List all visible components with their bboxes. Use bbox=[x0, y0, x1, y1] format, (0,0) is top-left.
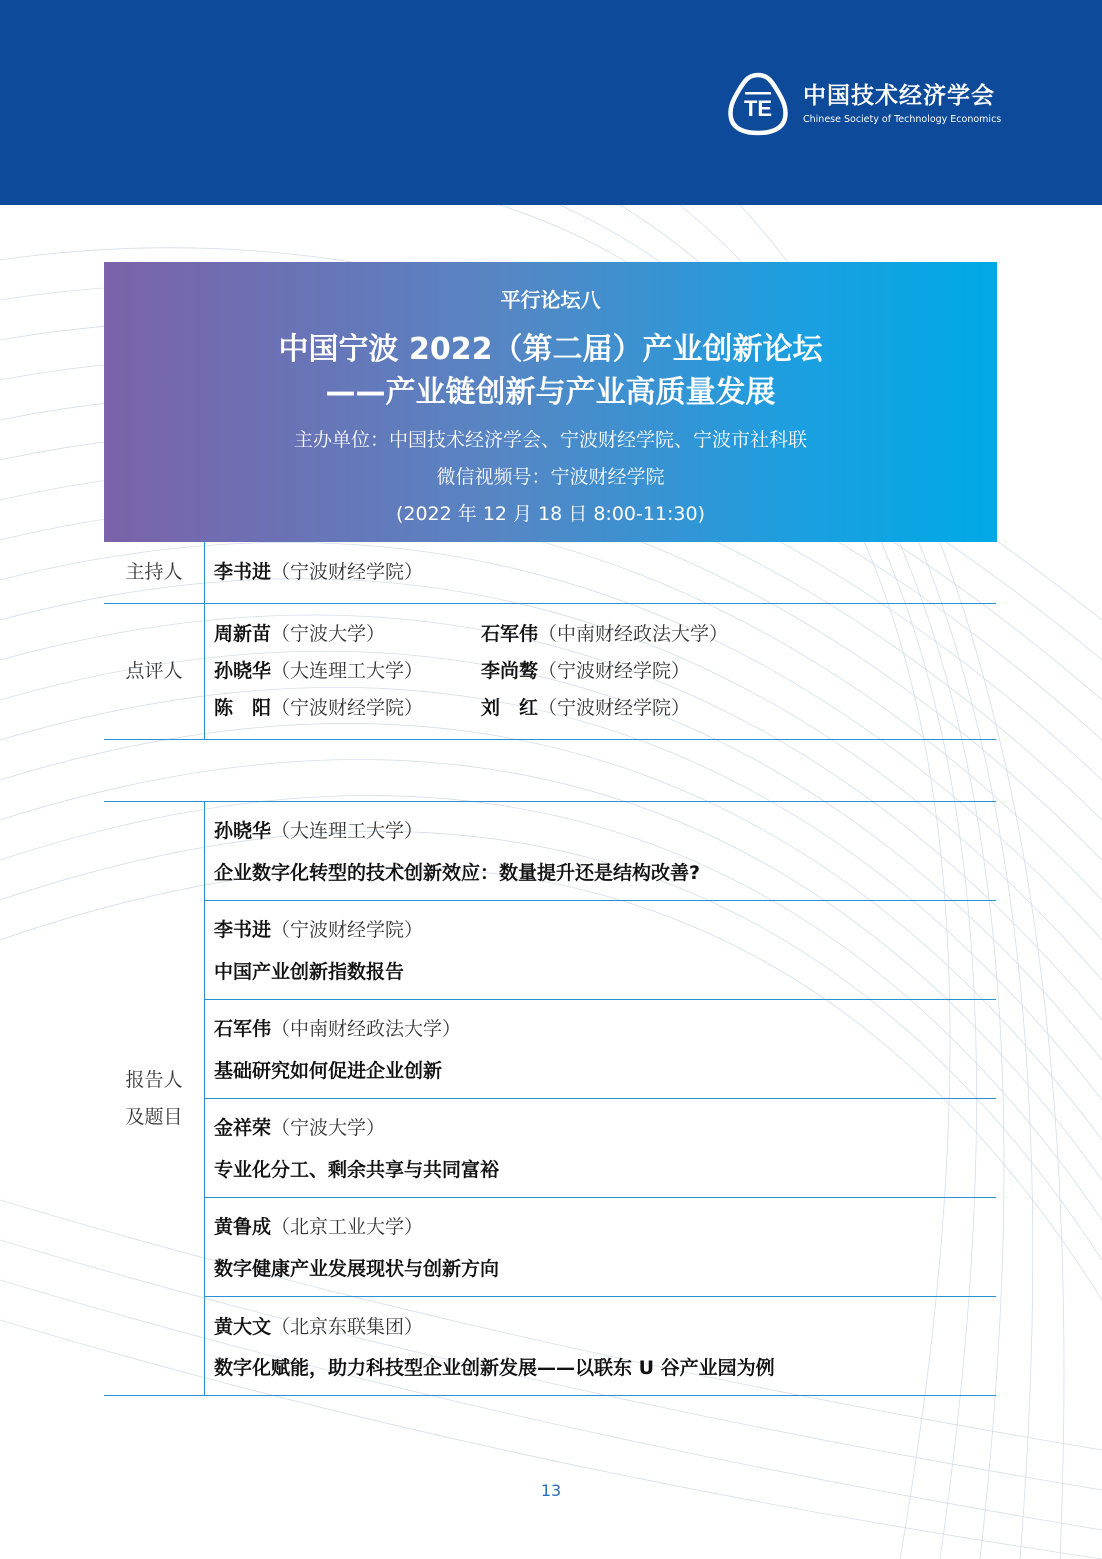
reporter bbox=[214, 912, 423, 949]
page-number: 13 bbox=[540, 1481, 562, 1500]
reporter-name: 金祥荣 bbox=[214, 1117, 272, 1139]
reviewer-affiliation: （大连理工大学） bbox=[271, 660, 424, 682]
row-divider bbox=[204, 900, 996, 901]
report-title: 数字健康产业发展现状与创新方向 bbox=[214, 1258, 500, 1280]
logo-chinese-name: 中国技术经济学会 bbox=[803, 83, 995, 109]
forum-banner bbox=[104, 262, 997, 542]
reporter-affiliation: （大连理工大学） bbox=[271, 820, 424, 842]
reporter-affiliation: （北京工业大学） bbox=[271, 1216, 424, 1238]
cste-logo-icon bbox=[727, 72, 789, 136]
reviewers-label: 点评人 bbox=[125, 660, 183, 682]
reviewer-name: 孙晓华 bbox=[214, 660, 272, 682]
row-divider bbox=[104, 801, 996, 802]
organization-logo bbox=[727, 72, 1001, 136]
reporter bbox=[214, 1209, 423, 1246]
forum-title-line1: 中国宁波 2022（第二届）产业创新论坛 bbox=[278, 332, 823, 367]
row-divider bbox=[104, 739, 996, 740]
row-divider bbox=[104, 603, 996, 604]
reporter-affiliation: （北京东联集团） bbox=[271, 1316, 424, 1338]
reporter-affiliation: （中南财经政法大学） bbox=[271, 1018, 462, 1040]
report-title: 基础研究如何促进企业创新 bbox=[214, 1060, 443, 1082]
forum-subtitle: 平行论坛八 bbox=[500, 288, 601, 312]
reviewer bbox=[481, 690, 690, 727]
host-person bbox=[214, 554, 423, 591]
reporter-name: 李书进 bbox=[214, 919, 272, 941]
reporter-name: 石军伟 bbox=[214, 1018, 272, 1040]
row-divider bbox=[104, 1395, 996, 1396]
svg-text:TE: TE bbox=[743, 96, 773, 121]
reports-label-line2: 及题目 bbox=[125, 1106, 183, 1128]
reviewer-name: 陈 阳 bbox=[214, 697, 272, 719]
reviewer-name: 石军伟 bbox=[481, 623, 539, 645]
reviewer-name: 周新苗 bbox=[214, 623, 272, 645]
reviewer-name: 李尚骜 bbox=[481, 660, 539, 682]
reviewer-name: 刘 红 bbox=[481, 697, 539, 719]
reports-label-line1: 报告人 bbox=[125, 1069, 183, 1091]
row-divider bbox=[204, 1197, 996, 1198]
logo-english-name: Chinese Society of Technology Economics bbox=[803, 114, 1002, 125]
host-name: 李书进 bbox=[214, 561, 272, 583]
reporter-name: 黄大文 bbox=[214, 1316, 272, 1338]
reporter-name: 孙晓华 bbox=[214, 820, 272, 842]
reviewer bbox=[481, 616, 728, 653]
forum-wechat: 微信视频号：宁波财经学院 bbox=[436, 466, 665, 488]
forum-title-line2: ——产业链创新与产业高质量发展 bbox=[325, 375, 776, 410]
forum-datetime: (2022 年 12 月 18 日 8:00-11:30) bbox=[395, 503, 706, 525]
reporter bbox=[214, 1110, 385, 1147]
reporter-affiliation: （宁波财经学院） bbox=[271, 919, 424, 941]
reviewer-affiliation: （中南财经政法大学） bbox=[538, 623, 729, 645]
reviewer-affiliation: （宁波财经学院） bbox=[271, 697, 424, 719]
reviewer bbox=[214, 616, 385, 653]
report-title: 数字化赋能，助力科技型企业创新发展——以联东 U 谷产业园为例 bbox=[214, 1357, 775, 1379]
forum-organizers: 主办单位：中国技术经济学会、宁波财经学院、宁波市社科联 bbox=[293, 429, 807, 451]
report-title: 中国产业创新指数报告 bbox=[214, 961, 405, 983]
reporter bbox=[214, 1011, 461, 1048]
reporter-affiliation: （宁波大学） bbox=[271, 1117, 386, 1139]
reporter bbox=[214, 1309, 423, 1346]
host-label: 主持人 bbox=[125, 561, 183, 583]
host-affiliation: （宁波财经学院） bbox=[271, 561, 424, 583]
reviewer-affiliation: （宁波财经学院） bbox=[538, 660, 691, 682]
report-title: 企业数字化转型的技术创新效应：数量提升还是结构改善? bbox=[214, 862, 701, 884]
reviewer bbox=[214, 690, 423, 727]
report-title: 专业化分工、剩余共享与共同富裕 bbox=[214, 1159, 500, 1181]
reviewer-affiliation: （宁波大学） bbox=[271, 623, 386, 645]
row-divider bbox=[204, 1098, 996, 1099]
reviewer-affiliation: （宁波财经学院） bbox=[538, 697, 691, 719]
reporter bbox=[214, 813, 423, 850]
row-divider bbox=[204, 1296, 996, 1297]
column-divider bbox=[204, 542, 205, 740]
row-divider bbox=[204, 999, 996, 1000]
reporter-name: 黄鲁成 bbox=[214, 1216, 272, 1238]
reviewer bbox=[214, 653, 423, 690]
reviewer bbox=[481, 653, 690, 690]
